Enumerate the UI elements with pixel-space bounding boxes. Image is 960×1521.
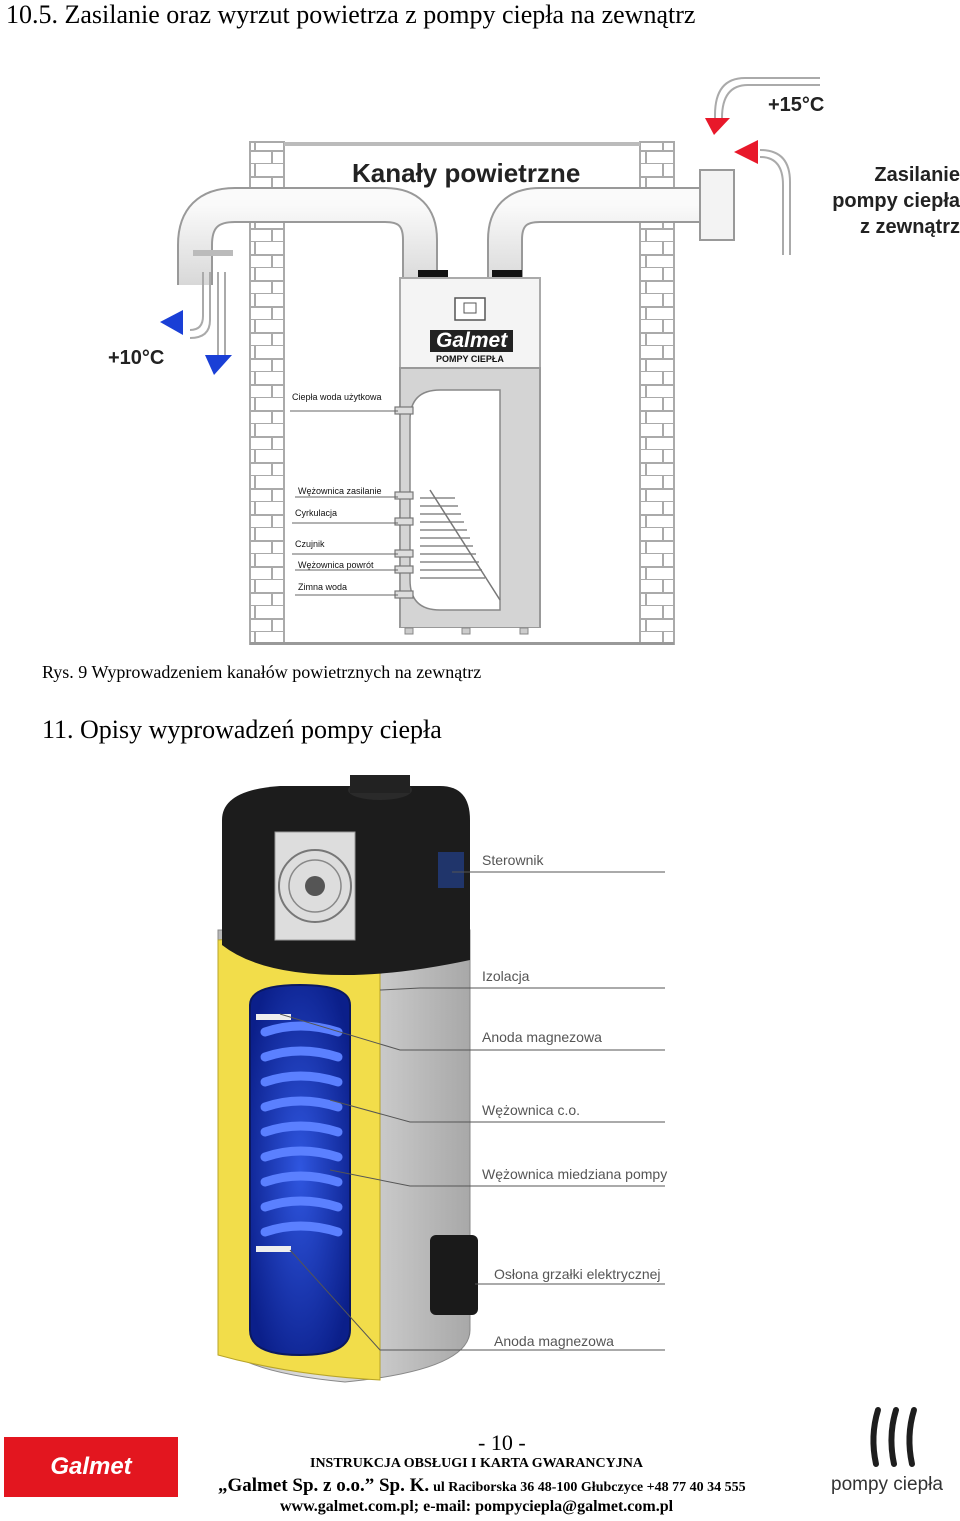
channels-label: Kanały powietrzne (352, 158, 581, 188)
blue-arrow-left (160, 310, 183, 335)
section-title: 10.5. Zasilanie oraz wyrzut powietrza z pompy ciepła na zewnątrz (6, 0, 696, 29)
figure-caption: Rys. 9 Wyprowadzeniem kanałów powietrznych na zewnątrz (42, 662, 482, 682)
label-copper-coil: Wężownica miedziana pompy (482, 1166, 668, 1182)
label-insulation: Izolacja (482, 968, 530, 984)
footer (0, 1400, 960, 1521)
label-coil-supply: Wężownica zasilanie (298, 486, 382, 496)
label-hot-water: Ciepła woda użytkowa (292, 392, 382, 402)
pompy-ciepla-logo-text: pompy ciepła (831, 1474, 943, 1495)
company-address: ul Raciborska 36 48-100 Głubczyce +48 77 40 34 555 (433, 1480, 746, 1495)
label-coil-return: Wężownica powrót (298, 560, 374, 570)
label-anode-1: Anoda magnezowa (482, 1029, 602, 1045)
figure-pump-cutaway (0, 770, 960, 1400)
label-co-coil: Wężownica c.o. (482, 1102, 581, 1118)
footer-logo-text: Galmet (50, 1453, 132, 1480)
supply-label-line-2: pompy ciepła (832, 190, 960, 212)
label-controller: Sterownik (482, 852, 544, 868)
galmet-logo: Galmet (430, 330, 513, 352)
supply-label-line-3: z zewnątrz (859, 216, 960, 238)
controller-panel (455, 298, 485, 320)
company-line (218, 1475, 746, 1497)
web-email: www.galmet.com.pl; e-mail: pompyciepla@galmet.com.pl (280, 1498, 674, 1515)
blue-arrow-down (205, 355, 232, 375)
section2-title: 11. Opisy wyprowadzeń pompy ciepła (42, 715, 442, 744)
footer-logo-galmet (4, 1437, 178, 1497)
supply-label (780, 162, 960, 240)
company-name: „Galmet Sp. z o.o.” Sp. K. (218, 1475, 430, 1496)
pump-cutaway-illustration (0, 770, 960, 1400)
temp-left: +10°C (108, 347, 165, 369)
ceiling (284, 142, 640, 146)
label-circulation: Cyrkulacja (295, 508, 338, 518)
label-sensor: Czujnik (295, 539, 325, 549)
controller-display (438, 852, 464, 888)
red-arrow-down (705, 118, 730, 135)
temp-top: +15°C (768, 94, 825, 116)
label-anode-2: Anoda magnezowa (494, 1333, 614, 1349)
label-cold-water: Zimna woda (298, 582, 348, 592)
label-heater-cover: Osłona grzałki elektrycznej (494, 1266, 661, 1282)
pompy-ciepla-logo-mark (860, 1406, 930, 1468)
page-number: - 10 - (478, 1430, 526, 1455)
supply-label-line-1: Zasilanie (874, 164, 960, 186)
brand-sub: POMPY CIEPŁA (436, 354, 504, 364)
red-arrow-left (734, 140, 758, 164)
floor (250, 642, 674, 645)
figure-air-ducts (0, 60, 960, 650)
doc-title: INSTRUKCJA OBSŁUGI I KARTA GWARANCYJNA (310, 1456, 643, 1471)
